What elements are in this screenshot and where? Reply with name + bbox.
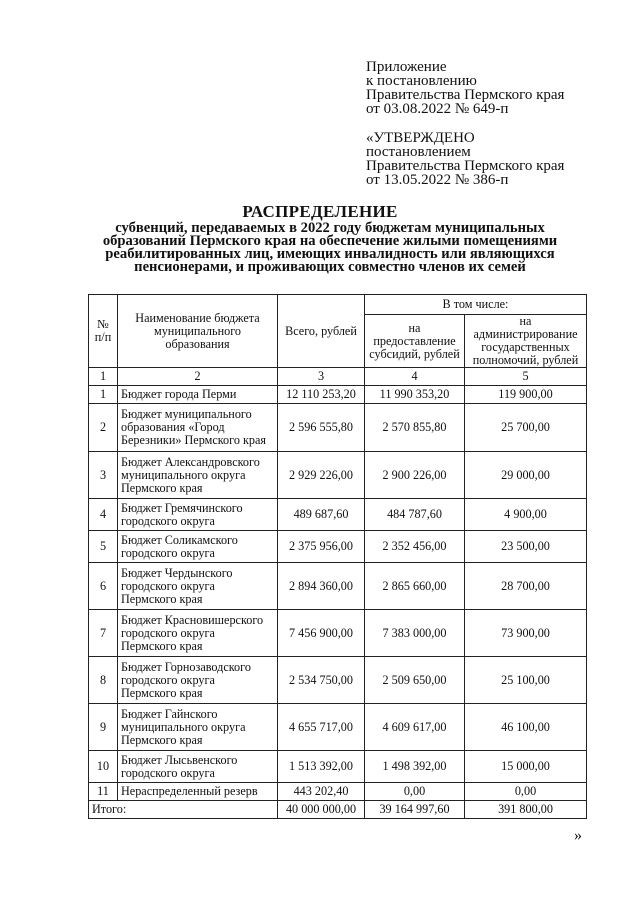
- row-name-line: муниципального округа: [121, 719, 246, 734]
- row-subsidy: 2 570 855,80: [365, 404, 465, 452]
- header-num: № п/п: [89, 295, 118, 368]
- row-number: 1: [89, 386, 118, 404]
- col-number: 4: [365, 368, 465, 386]
- row-admin: 28 700,00: [465, 563, 587, 610]
- row-name: [118, 531, 278, 563]
- row-admin: 23 500,00: [465, 531, 587, 563]
- row-total: 2 929 226,00: [278, 452, 365, 499]
- row-admin: 0,00: [465, 783, 587, 801]
- row-name-line: Пермского края: [121, 591, 203, 606]
- row-name: [118, 751, 278, 783]
- row-admin: 73 900,00: [465, 610, 587, 657]
- row-name-line: Пермского края: [121, 480, 203, 495]
- row-total: 4 655 717,00: [278, 704, 365, 751]
- approved-block: [366, 131, 564, 187]
- row-subsidy: 7 383 000,00: [365, 610, 465, 657]
- table-row: [89, 751, 587, 783]
- row-total: 7 456 900,00: [278, 610, 365, 657]
- row-name: [118, 386, 278, 404]
- row-name-line: Пермского края: [121, 732, 203, 747]
- row-name-line: образования «Город: [121, 420, 225, 434]
- subtitle-line: реабилитированных лиц, имеющих инвалидность или являющихся: [105, 246, 555, 262]
- approved-line: Правительства Пермского края: [366, 158, 565, 174]
- document-subtitle: [80, 222, 580, 274]
- header-including: В том числе:: [365, 295, 587, 315]
- col-number: 5: [465, 368, 587, 386]
- row-name-line: муниципального округа: [121, 467, 246, 482]
- row-number: 5: [89, 531, 118, 563]
- subtitle-line: образований Пермского края на обеспечение жилыми помещениями: [102, 233, 558, 249]
- col-number: 3: [278, 368, 365, 386]
- row-name-line: городского округа: [121, 545, 215, 560]
- row-admin: 29 000,00: [465, 452, 587, 499]
- row-name-line: городского округа: [121, 513, 215, 528]
- approved-line: «УТВЕРЖДЕНО: [366, 130, 475, 146]
- row-admin: 15 000,00: [465, 751, 587, 783]
- row-total: 2 596 555,80: [278, 404, 365, 452]
- appendix-line: к постановлению: [366, 73, 477, 89]
- row-number: 9: [89, 704, 118, 751]
- total-admin: 391 800,00: [465, 801, 587, 819]
- row-admin: 119 900,00: [465, 386, 587, 404]
- row-name: [118, 404, 278, 452]
- subtitle-line: пенсионерами, и проживающих совместно членов их семей: [134, 259, 526, 275]
- row-total: 1 513 392,00: [278, 751, 365, 783]
- row-name-line: Бюджет муниципального: [121, 407, 252, 421]
- row-name: [118, 657, 278, 704]
- table-row: [89, 404, 587, 452]
- row-name-line: Пермского края: [121, 638, 203, 653]
- row-subsidy: 11 990 353,20: [365, 386, 465, 404]
- row-subsidy: 4 609 617,00: [365, 704, 465, 751]
- table-row: [89, 610, 587, 657]
- row-number: 6: [89, 563, 118, 610]
- row-admin: 4 900,00: [465, 499, 587, 531]
- row-total: 2 375 956,00: [278, 531, 365, 563]
- row-number: 4: [89, 499, 118, 531]
- approved-line: от 13.05.2022 № 386-п: [366, 172, 509, 188]
- row-name-line: Бюджет Соликамского: [121, 532, 238, 547]
- row-name-line: Бюджет города Перми: [121, 387, 237, 401]
- table-row: [89, 386, 587, 404]
- row-name-line: городского округа: [121, 625, 215, 640]
- row-name-line: Бюджет Гайнского: [121, 706, 218, 721]
- row-total: 2 894 360,00: [278, 563, 365, 610]
- row-name: [118, 563, 278, 610]
- row-total: 12 110 253,20: [278, 386, 365, 404]
- row-number: 7: [89, 610, 118, 657]
- header-name: Наименование бюджета муниципального образования: [118, 295, 278, 368]
- row-subsidy: 2 509 650,00: [365, 657, 465, 704]
- total-subsidy: 39 164 997,60: [365, 801, 465, 819]
- row-name-line: городского округа: [121, 765, 215, 780]
- row-name-line: Бюджет Красновишерского: [121, 612, 264, 627]
- row-name: [118, 499, 278, 531]
- row-name: [118, 704, 278, 751]
- row-admin: 25 100,00: [465, 657, 587, 704]
- row-subsidy: 0,00: [365, 783, 465, 801]
- row-admin: 25 700,00: [465, 404, 587, 452]
- appendix-block: [366, 60, 564, 116]
- table-row: [89, 657, 587, 704]
- row-number: 11: [89, 783, 118, 801]
- row-name-line: городского округа: [121, 672, 215, 687]
- row-subsidy: 2 352 456,00: [365, 531, 465, 563]
- approved-line: постановлением: [366, 144, 471, 160]
- row-number: 2: [89, 404, 118, 452]
- table-row: [89, 704, 587, 751]
- row-name-line: Березники» Пермского края: [121, 433, 267, 447]
- row-total: 489 687,60: [278, 499, 365, 531]
- row-name-line: Нераспределенный резерв: [121, 784, 258, 798]
- row-name-line: Бюджет Лысьвенского: [121, 752, 238, 767]
- row-subsidy: 484 787,60: [365, 499, 465, 531]
- distribution-table: [88, 294, 587, 819]
- col-number: 2: [118, 368, 278, 386]
- closing-quote: »: [574, 827, 582, 844]
- row-name-line: Бюджет Чердынского: [121, 565, 233, 580]
- row-name: [118, 783, 278, 801]
- row-number: 3: [89, 452, 118, 499]
- header-admin: на администрирование государственных полномочий, рублей: [465, 315, 587, 368]
- appendix-line: Правительства Пермского края: [366, 87, 565, 103]
- table-row: [89, 563, 587, 610]
- total-row: [89, 801, 587, 819]
- header-subsidies: на предоставление субсидий, рублей: [365, 315, 465, 368]
- col-number: 1: [89, 368, 118, 386]
- row-subsidy: 2 900 226,00: [365, 452, 465, 499]
- header-total: Всего, рублей: [278, 295, 365, 368]
- row-total: 2 534 750,00: [278, 657, 365, 704]
- table-row: [89, 531, 587, 563]
- row-number: 10: [89, 751, 118, 783]
- row-admin: 46 100,00: [465, 704, 587, 751]
- appendix-line: от 03.08.2022 № 649-п: [366, 101, 509, 117]
- row-name-line: Бюджет Горнозаводского: [121, 659, 251, 674]
- table-row: [89, 783, 587, 801]
- row-name: [118, 610, 278, 657]
- total-sum: 40 000 000,00: [278, 801, 365, 819]
- row-name-line: городского округа: [121, 578, 215, 593]
- appendix-line: Приложение: [366, 59, 447, 75]
- row-name-line: Бюджет Гремячинского: [121, 500, 243, 515]
- row-subsidy: 2 865 660,00: [365, 563, 465, 610]
- document-title: РАСПРЕДЕЛЕНИЕ: [242, 202, 398, 221]
- row-number: 8: [89, 657, 118, 704]
- row-total: 443 202,40: [278, 783, 365, 801]
- row-name-line: Бюджет Александровского: [121, 454, 260, 469]
- row-name-line: Пермского края: [121, 685, 203, 700]
- total-label: Итого:: [89, 801, 278, 819]
- row-name: [118, 452, 278, 499]
- table-row: [89, 499, 587, 531]
- table-row: [89, 452, 587, 499]
- row-subsidy: 1 498 392,00: [365, 751, 465, 783]
- subtitle-line: субвенций, передаваемых в 2022 году бюджетам муниципальных: [115, 220, 545, 236]
